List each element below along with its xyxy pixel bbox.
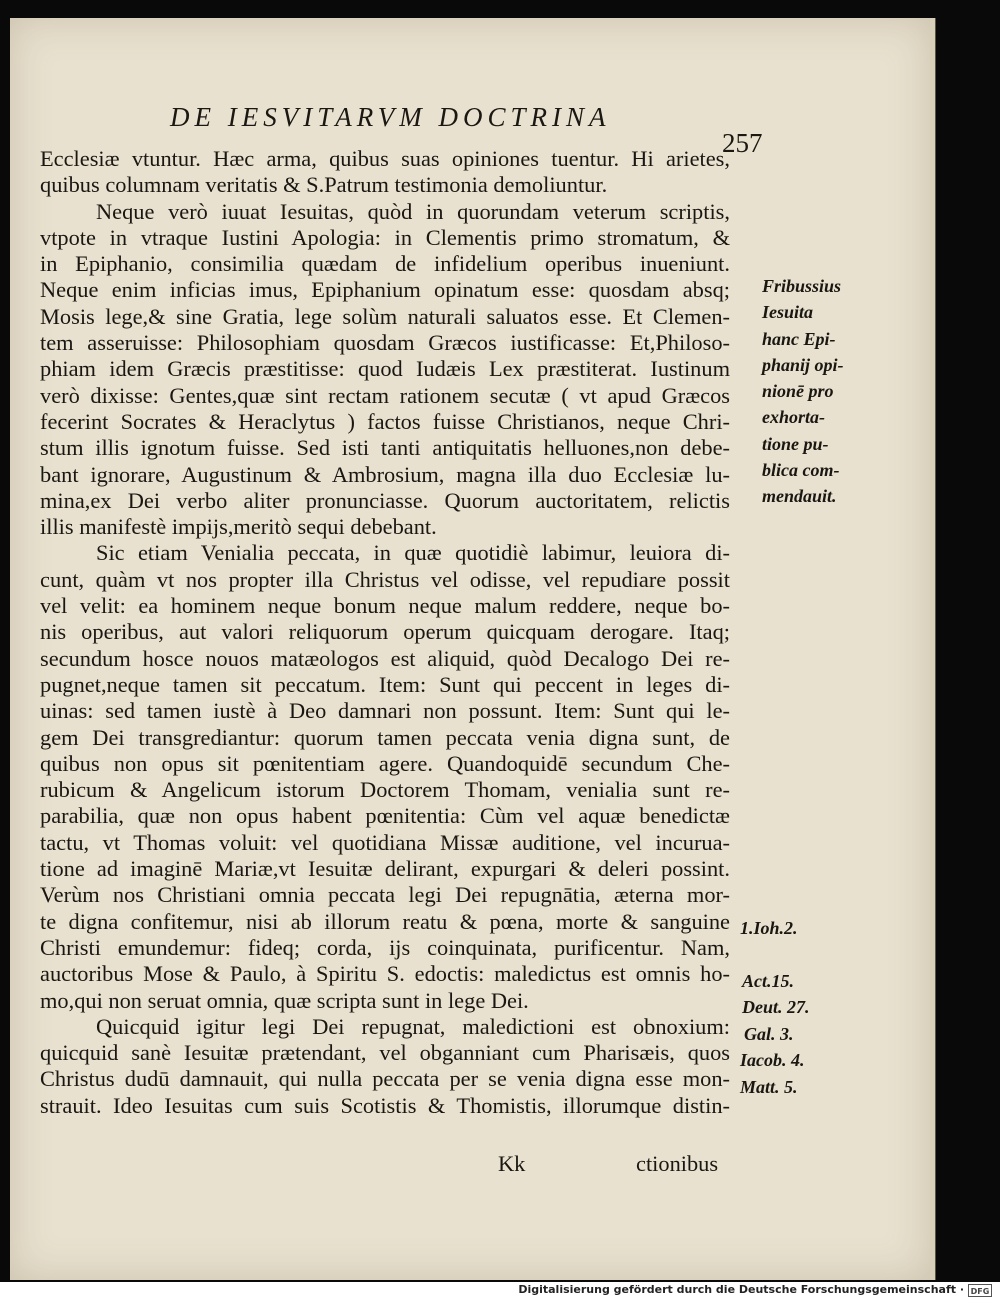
marginal-ref-act: Act.15. bbox=[742, 971, 794, 991]
text-line: Verùm nos Christiani omnia peccata legi Dei repugnātia, æterna mor- bbox=[40, 882, 730, 908]
text-line: tem asseruisse: Philosophiam quosdam Græcos iustificasse: Et,Philoso- bbox=[40, 330, 730, 356]
text-line: mina,ex Dei verbo aliter pronunciasse. Quorum auctoritatem, relictis bbox=[40, 487, 730, 513]
marginal-note-line: nionē pro bbox=[762, 381, 834, 402]
text-line: uinas: sed tamen iustè à Deo damnari non possunt. Item: Sunt qui le- bbox=[40, 698, 730, 724]
text-line: cunt, quàm vt nos propter illa Christus vel odisse, vel repudiare possit bbox=[40, 566, 730, 592]
text-line: Ecclesiæ vtuntur. Hæc arma, quibus suas opiniones tuentur. Hi arietes, bbox=[40, 146, 730, 171]
text-line: Sic etiam Venialia peccata, in quæ quotidiè labimur, leuiora di- bbox=[96, 540, 730, 566]
marginal-note-line: tione pu- bbox=[762, 433, 829, 454]
text-line: phiam idem Græcis præstitisse: quod Iudæis Lex præstiterat. Iustinum bbox=[40, 356, 730, 382]
text-line: rubicum & Angelicum istorum Doctorem Thomam, venialia sunt re- bbox=[40, 777, 730, 803]
text-line: strauit. Ideo Iesuitas cum suis Scotistis & Thomistis, illorumque distin- bbox=[40, 1092, 730, 1118]
main-text-block bbox=[40, 146, 730, 1119]
text-line: Neque verò iuuat Iesuitas, quòd in quorundam veterum scriptis, bbox=[96, 198, 730, 224]
marginal-note-line: Iesuita bbox=[762, 302, 814, 323]
page-edge bbox=[930, 18, 936, 1280]
text-line: bant ignorare, Augustinum & Ambrosium, magna illa duo Ecclesiæ lu- bbox=[40, 461, 730, 487]
text-line: Mosis lege,& sine Gratia, lege solùm naturali saluatos esse. Et Clemen- bbox=[40, 303, 730, 329]
marginal-ref-ioh: 1.Ioh.2. bbox=[740, 918, 798, 938]
text-line: fecerint Socrates & Heraclytus ) factos fuisse Christianos, neque Chri- bbox=[40, 408, 730, 434]
text-line: Quicquid igitur legi Dei repugnat, maledictioni est obnoxium: bbox=[96, 1013, 730, 1039]
text-line: nis operibus, aut valori reliquorum operum quicquam derogare. Itaq; bbox=[40, 619, 730, 645]
text-line: mo,qui non seruat omnia, quæ scripta sunt in lege Dei. bbox=[40, 987, 529, 1013]
text-line: pugnet,neque tamen sit peccatum. Item: Sunt qui peccent in leges di- bbox=[40, 671, 730, 697]
marginal-ref-matt: Matt. 5. bbox=[740, 1077, 798, 1097]
text-line: stum illis ignotum fuisse. Sed isti tanti antiquitatis helluones,non debe- bbox=[40, 435, 730, 461]
text-line: quicquid sanè Iesuitæ prætendant, vel obganniant cum Pharisæis, quos bbox=[40, 1040, 730, 1066]
text-line: Christi emundemur: fideq; corda, ijs coinquinata, purificentur. Nam, bbox=[40, 934, 730, 960]
marginal-note-line: Fribussius bbox=[762, 276, 842, 296]
marginal-ref-gal: Gal. 3. bbox=[744, 1024, 794, 1044]
text-line: secundum hosce nouos matæologos est aliquid, quòd Decalogo Dei re- bbox=[40, 645, 730, 671]
text-line: tactu, vt Thomas voluit: vel quotidiana Missæ auditione, vel incurua- bbox=[40, 829, 730, 855]
text-line: quibus columnam veritatis & S.Patrum testimonia demoliuntur. bbox=[40, 172, 608, 198]
footer-credit: Digitalisierung gefördert durch die Deutsche Forschungsgemeinschaft · bbox=[518, 1283, 964, 1296]
text-line: Christus dudū damnauit, qui nulla peccata per se venia digna esse mon- bbox=[40, 1066, 730, 1092]
running-head: DE IESVITARVM DOCTRINA bbox=[170, 102, 611, 132]
marginal-note-line: mendauit. bbox=[762, 486, 837, 507]
book-page bbox=[10, 18, 930, 1280]
text-line: in Epiphanio, consimilia quædam de infidelium operibus inueniunt. bbox=[40, 251, 730, 277]
marginal-ref-iacob: Iacob. 4. bbox=[740, 1050, 805, 1070]
text-line: quibus non opus sit pœnitentiam agere. Quandoquidē secundum Che- bbox=[40, 750, 730, 776]
dfg-logo-icon: DFG bbox=[968, 1284, 992, 1297]
text-line: te digna confitemur, nisi ab illorum reatu & pœna, morte & sanguine bbox=[40, 908, 730, 934]
page-number: 257 bbox=[722, 128, 763, 158]
text-line: auctoribus Mose & Paulo, à Spiritu S. edoctis: maledictus est omnis ho- bbox=[40, 961, 730, 987]
catchword: ctionibus bbox=[636, 1151, 719, 1176]
text-line: vel velit: ea hominem neque bonum neque malum reddere, neque bo- bbox=[40, 593, 730, 619]
footer-bar bbox=[0, 1282, 1000, 1300]
marginal-note-line: phanij opi- bbox=[762, 354, 844, 375]
text-line: illis manifestè impijs,meritò sequi debebant. bbox=[40, 514, 437, 540]
text-line: vtpote in vtraque Iustini Apologia: in Clementis primo stromatum, & bbox=[40, 224, 730, 250]
marginal-note bbox=[762, 273, 844, 510]
marginal-ref-deut: Deut. 27. bbox=[742, 997, 810, 1017]
text-line: parabilia, quæ non opus habent pœnitentia: Cùm vel aquæ benedictæ bbox=[40, 803, 730, 829]
marginal-note-line: blica com- bbox=[762, 460, 840, 481]
signature-mark: Kk bbox=[498, 1151, 526, 1176]
text-line: Neque enim inficias imus, Epiphanium opinatum esse: quosdam absq; bbox=[40, 277, 730, 303]
marginal-note-line: exhorta- bbox=[762, 407, 825, 428]
text-line: verò dixisse: Gentes,quæ sint rectam rationem secutæ ( vt apud Græcos bbox=[40, 382, 730, 408]
text-line: gem Dei transgrediantur: quorum tamen peccata venia digna sunt, de bbox=[40, 724, 730, 750]
marginal-note-line: hanc Epi- bbox=[762, 328, 836, 349]
text-line: tione ad imaginē Mariæ,vt Iesuitæ delirant, expurgari & deleri possint. bbox=[40, 856, 730, 882]
